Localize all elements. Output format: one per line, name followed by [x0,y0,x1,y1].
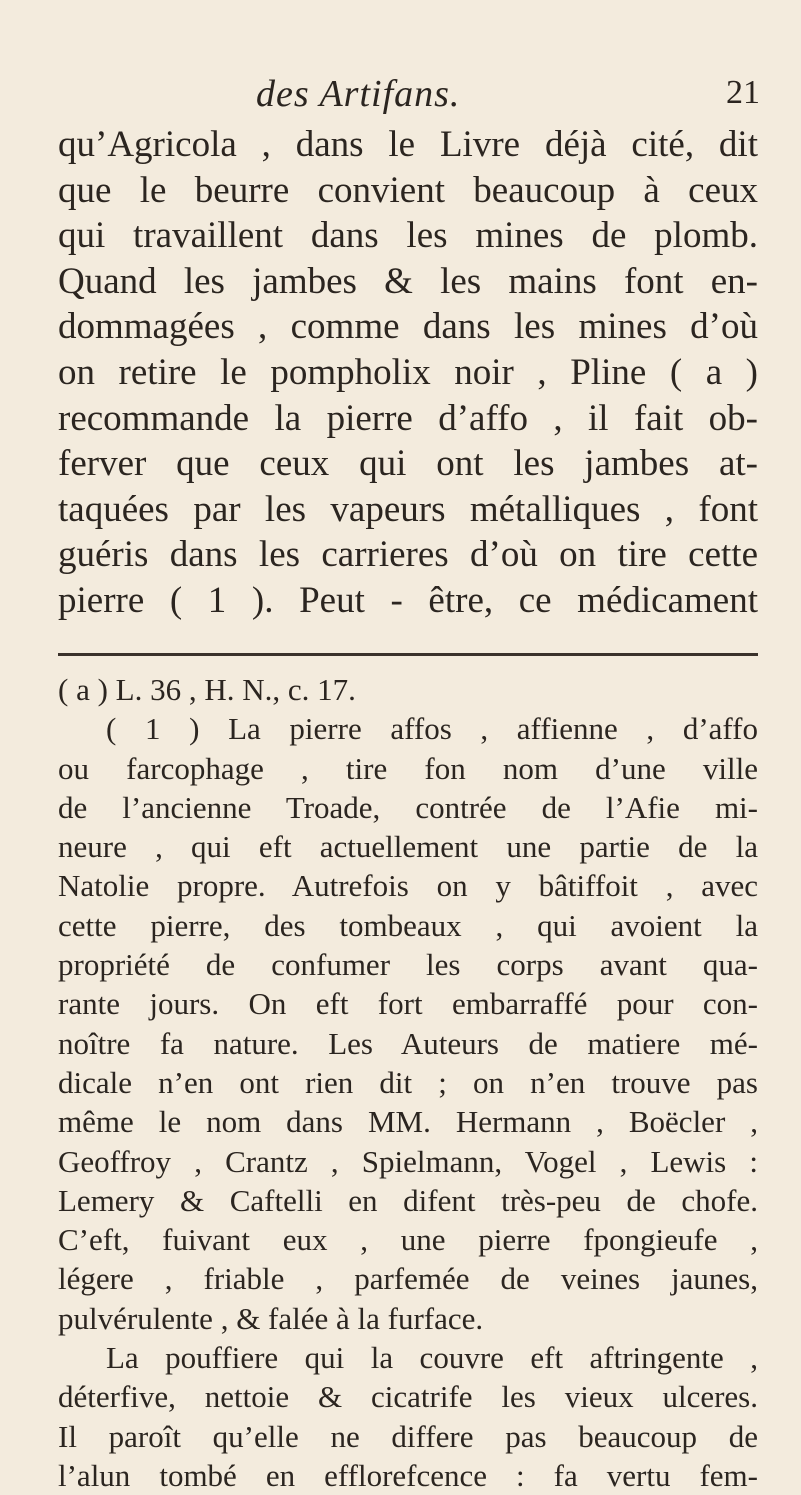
text-line: Quand les jambes & les mains font en- [58,260,758,302]
footnote-1-line: dicale n’en ont rien dit ; on n’en trouve pas [58,1064,758,1100]
text-line: taquées par les vapeurs métalliques , font [58,488,758,530]
footnote-1-line: légere , friable , parfemée de veines jaunes, [58,1261,758,1297]
footnote-1-line: C’eft, fuivant eux , une pierre fpongieufe , [58,1222,758,1258]
footnotes [58,670,758,1495]
footnote-1-line: Geoffroy , Crantz , Spielmann, Vogel , Lewis : [58,1143,758,1179]
footnote-1-line: même le nom dans MM. Hermann , Boëcler , [58,1104,758,1140]
footnote-1-line: propriété de confumer les corps avant qua- [58,947,758,983]
text-line: guéris dans les carrieres d’où on tire cette [58,534,758,576]
footnote-1-line: l’alun tombé en efflorefcence : fa vertu fem- [58,1457,758,1493]
footnote-1-line: déterfive, nettoie & cicatrife les vieux ulceres. [58,1379,758,1415]
footnote-1-line: La pouffiere qui la couvre eft aftringente , [106,1340,758,1376]
main-text [58,122,758,624]
text-line: qui travaillent dans les mines de plomb. [58,215,758,257]
text-line: qu’Agricola , dans le Livre déjà cité, dit [58,124,758,165]
footnote-1-line: pulvérulente , & falée à la furface. [58,1300,484,1336]
text-line: pierre ( 1 ). Peut - être, ce médicament [58,579,758,621]
text-line: recommande la pierre d’affo , il fait ob- [58,397,758,439]
footnote-1-line: Il paroît qu’elle ne differe pas beaucoup de [58,1418,758,1454]
footnote-1-line: noître fa nature. Les Auteurs de matiere mé- [58,1025,758,1061]
footnote-1-line: ( 1 ) La pierre affos , affienne , d’affo [106,711,758,747]
footnote-divider [58,653,758,656]
text-line: que le beurre convient beaucoup à ceux [58,169,758,211]
footnote-1-line: neure , qui eft actuellement une partie de la [58,829,758,865]
text-line: dommagées , comme dans les mines d’où [58,306,758,348]
footnote-1-line: de l’ancienne Troade, contrée de l’Afie mi- [58,789,758,825]
page-header [60,72,760,118]
footnote-a: ( a ) L. 36 , H. N., c. 17. [58,672,356,707]
text-line: on retire le pompholix noir , Pline ( a ) [58,351,758,393]
page-number: 21 [726,74,760,111]
footnote-1-line: ou farcophage , tire fon nom d’une ville [58,750,758,786]
footnote-1-line: Natolie propre. Autrefois on y bâtiffoit , avec [58,868,758,904]
footnote-1-line: cette pierre, des tombeaux , qui avoient la [58,907,758,943]
running-title: des Artifans. [256,73,461,115]
text-line: ferver que ceux qui ont les jambes at- [58,443,758,485]
footnote-1-line: Lemery & Caftelli en difent très-peu de chofe. [58,1182,758,1218]
footnote-1-line: rante jours. On eft fort embarraffé pour con- [58,986,758,1022]
